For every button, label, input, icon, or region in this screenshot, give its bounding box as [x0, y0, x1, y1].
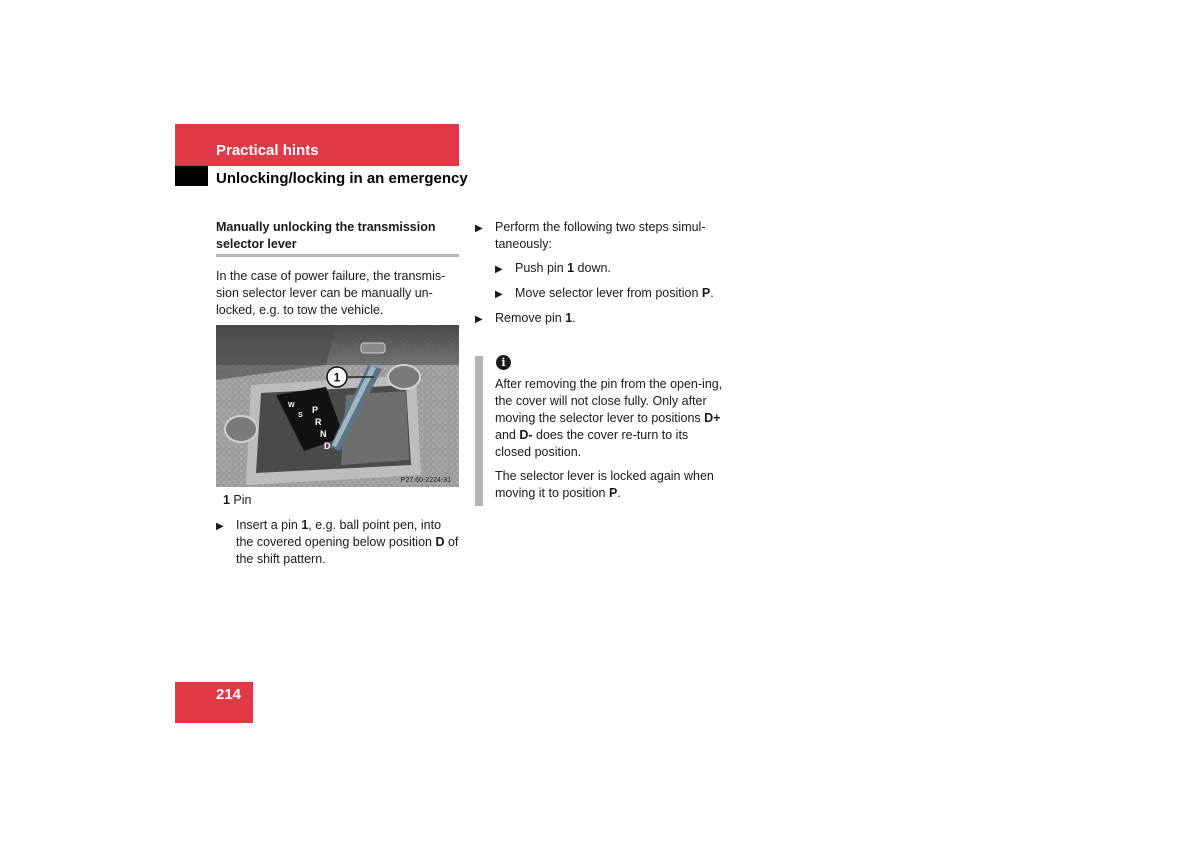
info-note — [495, 376, 725, 502]
bullet-arrow-icon: ▶ — [216, 521, 224, 532]
note-text: . — [617, 486, 621, 500]
right-column-steps — [475, 219, 725, 335]
step-text: . — [572, 311, 576, 325]
step-ref: P — [701, 286, 711, 300]
step-text: of the shift pattern. — [236, 535, 459, 566]
figure-image-code: P27.60-2224-31 — [400, 477, 451, 484]
info-icon: i — [496, 355, 511, 370]
step-ref: D — [435, 535, 445, 549]
page-number-box — [175, 682, 253, 723]
note-sidebar — [475, 356, 483, 506]
note-text: and — [495, 428, 520, 442]
gate-letter-r: R — [315, 417, 322, 427]
section-heading: Manually unlocking the transmission selector lever — [216, 220, 436, 251]
bullet-arrow-icon: ▶ — [495, 264, 503, 275]
note-text: The selector lever is locked again when moving it to position — [495, 469, 714, 500]
step-text: , e.g. ball point pen, into the covered opening below position — [236, 518, 442, 549]
note-ref: D- — [519, 428, 533, 442]
heading-rule — [216, 254, 459, 257]
step-text: . — [710, 286, 714, 300]
insert-pin-step — [216, 517, 460, 568]
gate-letter-n: N — [320, 429, 327, 439]
section-title: Practical hints — [216, 142, 319, 159]
figure-caption — [216, 492, 251, 509]
note-ref: D+ — [704, 411, 721, 425]
intro-paragraph — [216, 268, 460, 319]
step-ref: 1 — [301, 518, 309, 532]
figure-callout-1: 1 — [333, 370, 341, 385]
bullet-arrow-icon: ▶ — [495, 289, 503, 300]
step-text: down. — [574, 261, 611, 275]
selector-lever-photo — [216, 325, 459, 487]
step-text: Push pin — [515, 261, 568, 275]
gate-letter-p: P — [312, 405, 319, 415]
page-number: 214 — [216, 686, 242, 703]
header-marker — [175, 166, 208, 186]
step-text: Remove pin — [495, 311, 566, 325]
note-text: does the cover re-turn to its closed position. — [495, 428, 689, 459]
gate-letter-d: D — [324, 441, 331, 451]
intro-text: In the case of power failure, the transmis-sion selector lever can be manually un-locked, e.g. to tow the vehicle. — [216, 269, 446, 317]
note-ref: P — [608, 486, 618, 500]
step-text: Move selector lever from position — [515, 286, 702, 300]
gate-letter-s: S — [298, 412, 303, 419]
page-subtitle: Unlocking/locking in an emergency — [216, 170, 468, 187]
step-text: Insert a pin — [236, 518, 302, 532]
step-ref: 1 — [565, 311, 573, 325]
bullet-arrow-icon: ▶ — [475, 314, 483, 325]
note-text: After removing the pin from the open-ing, the cover will not close fully. Only after moving the selector lever to positions — [495, 377, 723, 425]
bullet-arrow-icon: ▶ — [475, 223, 483, 234]
caption-number: 1 — [222, 493, 230, 507]
step-ref: 1 — [567, 261, 575, 275]
step-text: Perform the following two steps simul-taneously: — [495, 220, 706, 251]
gate-letter-w: W — [288, 402, 295, 409]
caption-label: Pin — [233, 493, 252, 507]
